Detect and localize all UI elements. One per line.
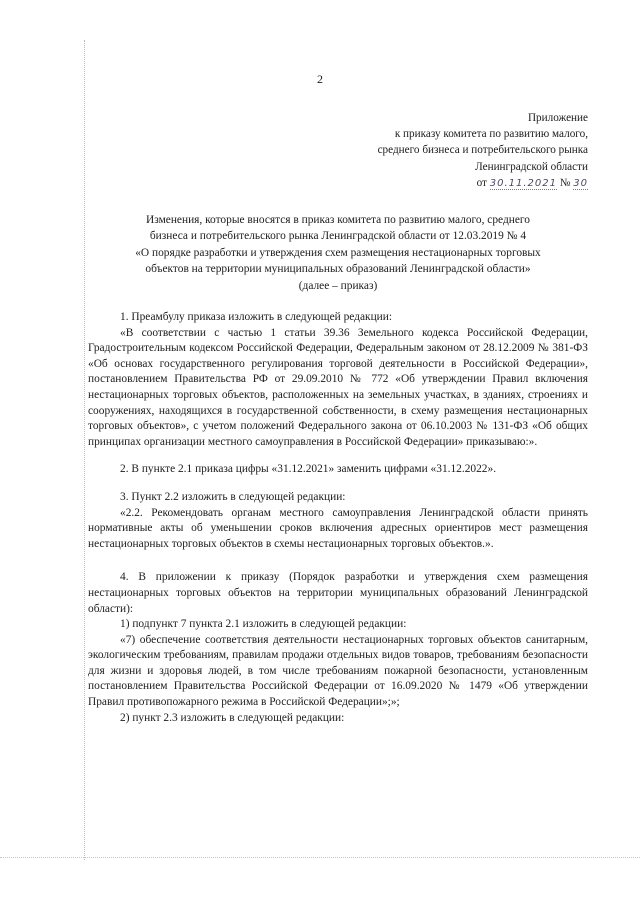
appendix-line-2: к приказу комитета по развитию малого, <box>394 128 588 141</box>
document-body <box>88 310 588 726</box>
scan-left-edge <box>84 40 85 860</box>
paragraph-3: 2. В пункте 2.1 приказа цифры «31.12.2021» заменить цифрами «31.12.2022». <box>120 463 497 476</box>
appendix-line-1: Приложение <box>527 112 588 124</box>
paragraph-8: «7) обеспечение соответствия деятельности нестационарных торговых объектов санитарным, экологическим требованиям, правилам продажи отдельных видов товаров, требованиям безопасности для жизни и здоровья людей, в том числе требованиям пожарной безопасности, установленным постановлением Правительства Российской Федерации от 16.09.2020 № 1479 «Об утверждении Правил противопожарного режима в Российской Федерации»;»; <box>88 633 588 709</box>
number-prefix: № <box>559 176 571 189</box>
title-line-5: (далее – приказ) <box>298 279 378 292</box>
title-line-3: «О порядке разработки и утверждения схем размещения нестационарных торговых <box>135 246 541 259</box>
paragraph-7: 1) подпункт 7 пункта 2.1 изложить в следующей редакции: <box>120 618 407 631</box>
number-handwritten: 30 <box>573 177 588 189</box>
appendix-line-4: Ленинградской области <box>475 160 588 173</box>
appendix-date-line <box>477 175 588 192</box>
title-line-2: бизнеса и потребительского рынка Ленинградской области от 12.03.2019 № 4 <box>149 230 527 243</box>
title-line-4: объектов на территории муниципальных образований Ленинградской области» <box>145 263 531 276</box>
page-number: 2 <box>317 72 323 86</box>
appendix-header <box>378 110 588 192</box>
scan-bottom-edge <box>0 857 640 858</box>
paragraph-5: «2.2. Рекомендовать органам местного самоуправления Ленинградской области принять нормативные акты об уменьшении сроков включения адресных ориентиров мест размещения нестационарных торговых объектов в схемы нестационарных торговых объектов.». <box>88 506 588 550</box>
document-title <box>88 212 588 294</box>
title-line-1: Изменения, которые вносятся в приказ комитета по развитию малого, среднего <box>146 214 530 226</box>
paragraph-2-preamble: «В соответствии с частью 1 статьи 39.36 Земельного кодекса Российской Федерации, Градостроительным кодексом Российской Федерации, Федеральным законом от 28.12.2009 № 381-ФЗ «Об основах государственного регулирования торговой деятельности в Российской Федерации», постановлением Правительства РФ от 29.09.2010 № 772 «Об утверждении Правил включения нестационарных торговых объектов, расположенных на земельных участках, в зданиях, строениях и сооружениях, находящихся в государственной собственности, в схему размещения нестационарных торговых объектов», с учетом положений Федерального закона от 06.10.2003 № 131-ФЗ «Об общих принципах организации местного самоуправления в Российской Федерации» приказываю:». <box>88 326 588 448</box>
appendix-line-3: среднего бизнеса и потребительского рынка <box>377 144 588 157</box>
date-handwritten: 30.11.2021 <box>489 177 557 189</box>
paragraph-9: 2) пункт 2.3 изложить в следующей редакции: <box>120 711 345 724</box>
paragraph-4: 3. Пункт 2.2 изложить в следующей редакции: <box>120 490 346 503</box>
paragraph-6: 4. В приложении к приказу (Порядок разработки и утверждения схем размещения нестационарных торговых объектов на территории муниципальных образований Ленинградской области): <box>88 571 588 615</box>
date-prefix: от <box>476 176 487 189</box>
paragraph-1: 1. Преамбулу приказа изложить в следующей редакции: <box>120 311 393 323</box>
